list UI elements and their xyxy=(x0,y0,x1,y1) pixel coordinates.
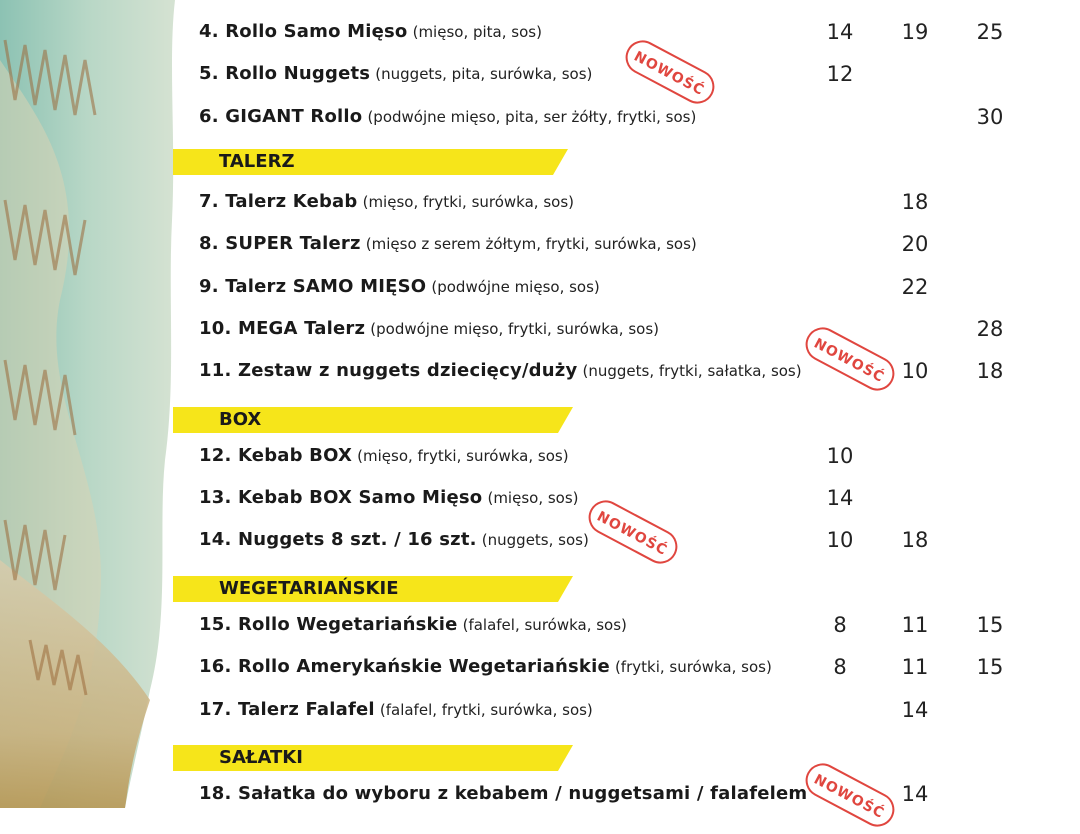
menu-item xyxy=(199,187,1059,217)
price-3: 18 xyxy=(976,359,1004,383)
menu-item xyxy=(199,229,1059,259)
price-2: 14 xyxy=(901,782,929,806)
item-name: 10. MEGA Talerz xyxy=(199,318,366,339)
item-name: 8. SUPER Talerz xyxy=(199,233,361,254)
price-2: 22 xyxy=(901,275,929,299)
item-description: (mięso, sos) xyxy=(487,489,579,507)
price-2: 20 xyxy=(901,232,929,256)
item-description: (nuggets, frytki, sałatka, sos) xyxy=(582,362,802,380)
price-1: 12 xyxy=(826,62,854,86)
item-name: 16. Rollo Amerykańskie Wegetariańskie xyxy=(199,656,610,677)
section-header xyxy=(173,745,573,771)
section-title: WEGETARIAŃSKIE xyxy=(219,578,399,599)
item-name: 11. Zestaw z nuggets dziecięcy/duży xyxy=(199,360,578,381)
item-description: (podwójne mięso, sos) xyxy=(431,278,600,296)
item-name: 12. Kebab BOX xyxy=(199,445,353,466)
menu-item xyxy=(199,483,1059,513)
item-description: (mięso, frytki, surówka, sos) xyxy=(357,447,569,465)
item-description: (falafel, frytki, surówka, sos) xyxy=(379,701,593,719)
price-1: 8 xyxy=(833,655,847,679)
menu-item xyxy=(199,779,1059,809)
section-header xyxy=(173,407,573,433)
price-2: 18 xyxy=(901,190,929,214)
section-title: BOX xyxy=(219,409,262,430)
menu-item xyxy=(199,272,1059,302)
section-title: TALERZ xyxy=(219,151,295,172)
item-name: 5. Rollo Nuggets xyxy=(199,63,371,84)
menu-item xyxy=(199,695,1059,725)
item-name: 17. Talerz Falafel xyxy=(199,699,375,720)
section-header xyxy=(173,576,573,602)
price-1: 10 xyxy=(826,444,854,468)
item-name: 4. Rollo Samo Mięso xyxy=(199,21,408,42)
item-name: 15. Rollo Wegetariańskie xyxy=(199,614,458,635)
menu-item xyxy=(199,441,1059,471)
price-1: 8 xyxy=(833,613,847,637)
item-name: 14. Nuggets 8 szt. / 16 szt. xyxy=(199,529,477,550)
price-2: 11 xyxy=(901,655,929,679)
price-3: 25 xyxy=(976,20,1004,44)
price-1: 10 xyxy=(826,528,854,552)
item-name: 9. Talerz SAMO MIĘSO xyxy=(199,276,427,297)
new-badge: NOWOŚĆ xyxy=(800,757,901,832)
price-2: 18 xyxy=(901,528,929,552)
price-3: 30 xyxy=(976,105,1004,129)
price-2: 19 xyxy=(901,20,929,44)
item-description: (mięso z serem żółtym, frytki, surówka, sos) xyxy=(365,235,697,253)
item-description: (falafel, surówka, sos) xyxy=(462,616,627,634)
price-1: 14 xyxy=(826,486,854,510)
menu-item xyxy=(199,17,1059,47)
price-3: 15 xyxy=(976,613,1004,637)
menu-item xyxy=(199,610,1059,640)
new-badge: NOWOŚĆ xyxy=(800,321,901,396)
price-1: 14 xyxy=(826,20,854,44)
new-badge: NOWOŚĆ xyxy=(583,494,684,569)
menu-item xyxy=(199,652,1059,682)
item-name: 18. Sałatka do wyboru z kebabem / nuggetsami / falafelem xyxy=(199,783,808,804)
price-2: 10 xyxy=(901,359,929,383)
section-title: SAŁATKI xyxy=(219,747,303,768)
menu-item xyxy=(199,102,1059,132)
item-description: (mięso, pita, sos) xyxy=(412,23,542,41)
item-name: 6. GIGANT Rollo xyxy=(199,106,363,127)
item-name: 7. Talerz Kebab xyxy=(199,191,358,212)
price-3: 28 xyxy=(976,317,1004,341)
price-3: 15 xyxy=(976,655,1004,679)
item-name: 13. Kebab BOX Samo Mięso xyxy=(199,487,483,508)
menu-item xyxy=(199,314,1059,344)
item-description: (frytki, surówka, sos) xyxy=(614,658,772,676)
item-description: (mięso, frytki, surówka, sos) xyxy=(362,193,574,211)
item-description: (podwójne mięso, frytki, surówka, sos) xyxy=(370,320,660,338)
price-2: 11 xyxy=(901,613,929,637)
menu-item xyxy=(199,356,1059,386)
new-badge: NOWOŚĆ xyxy=(620,34,721,109)
item-description: (nuggets, sos) xyxy=(481,531,589,549)
price-2: 14 xyxy=(901,698,929,722)
section-header xyxy=(173,149,573,175)
item-description: (nuggets, pita, surówka, sos) xyxy=(375,65,593,83)
item-description: (podwójne mięso, pita, ser żółty, frytki, sos) xyxy=(367,108,697,126)
